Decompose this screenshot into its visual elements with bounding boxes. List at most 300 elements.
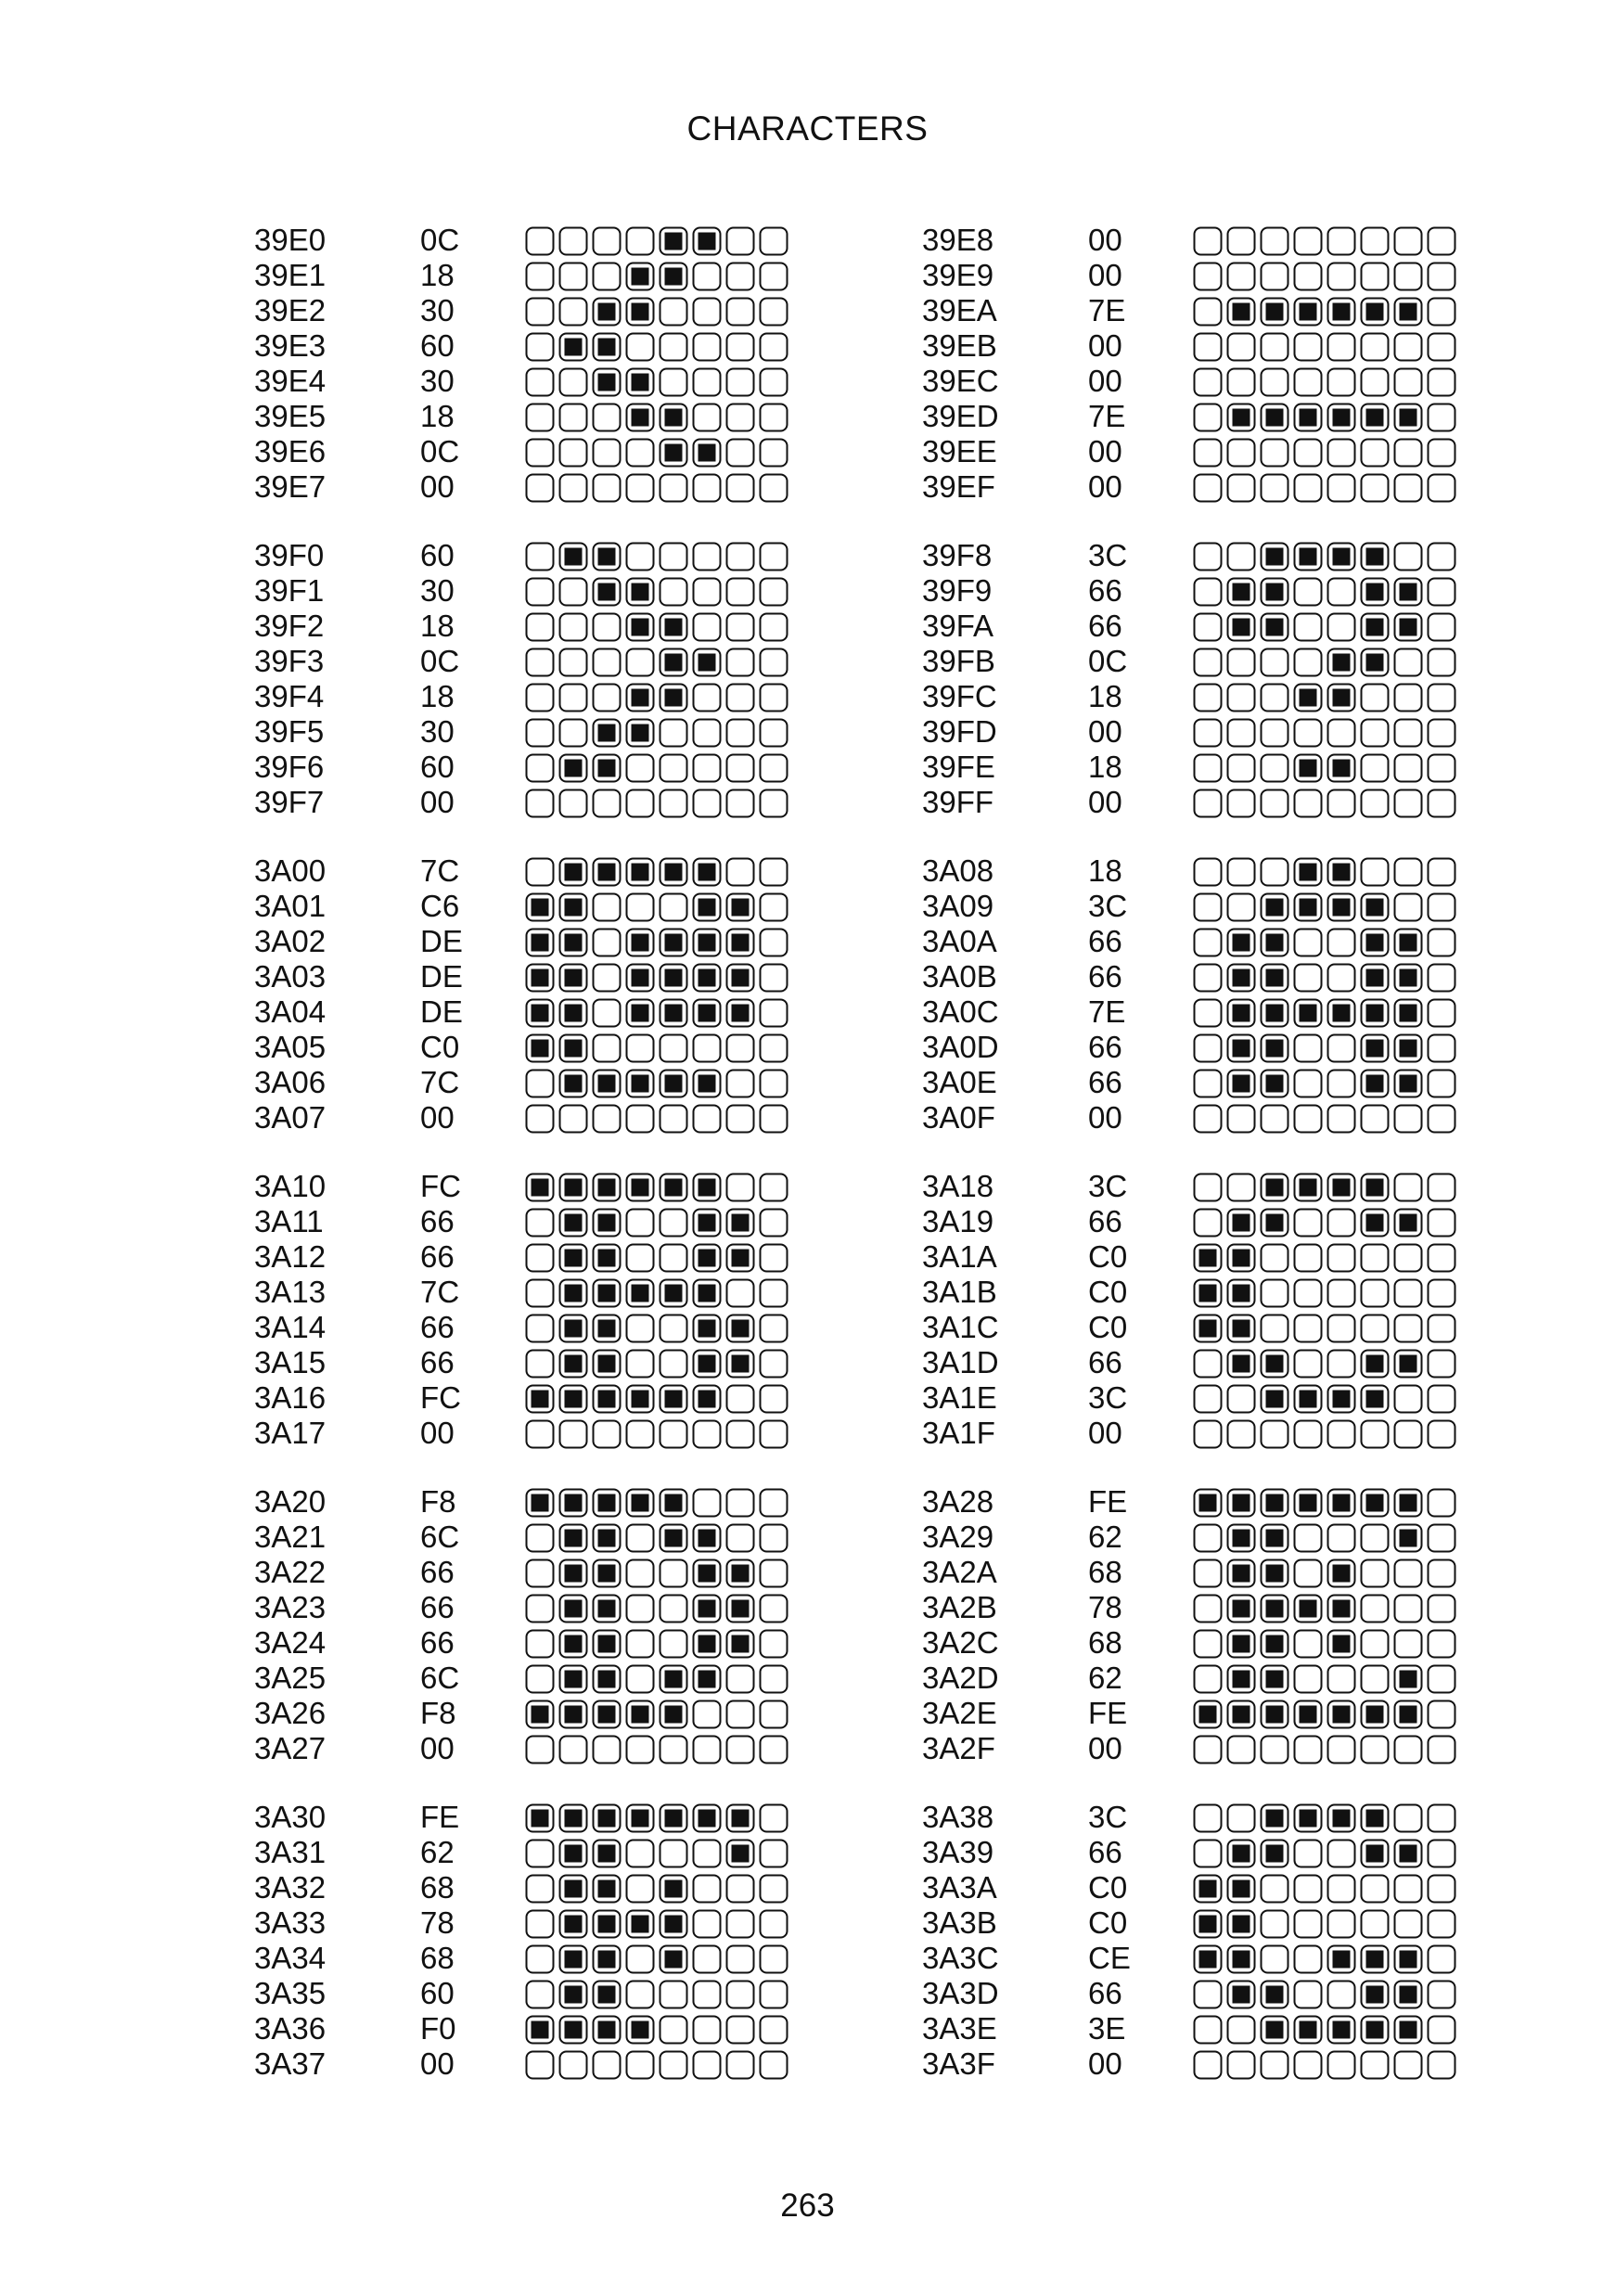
character-row	[254, 1100, 904, 1135]
pixel-fill	[1333, 1600, 1351, 1618]
pixel-off	[1395, 2052, 1422, 2079]
pixel-off	[1362, 1421, 1389, 1448]
pixel-off	[660, 1210, 687, 1237]
pixel-grid-row	[523, 1696, 790, 1731]
pixel-fill	[1366, 303, 1384, 321]
pixel-fill	[532, 1810, 549, 1828]
pixel-fill	[1266, 1600, 1284, 1618]
hex-value: FC	[420, 1380, 461, 1415]
pixel-fill	[598, 1355, 616, 1373]
pixel-grid-row	[523, 2011, 790, 2046]
pixel-off	[761, 1737, 788, 1764]
pixel-off	[761, 1490, 788, 1517]
pixel-fill	[1333, 303, 1351, 321]
pixel-off	[527, 1106, 554, 1133]
pixel-grid-row	[1191, 1905, 1458, 1941]
pixel-fill	[1233, 1494, 1250, 1512]
pixel-fill	[699, 1005, 716, 1022]
pixel-fill	[665, 619, 683, 636]
pixel-off	[627, 1525, 654, 1552]
pixel-fill	[1266, 1671, 1284, 1688]
address-label: 3A2F	[922, 1731, 995, 1765]
pixel-off	[527, 475, 554, 502]
character-block	[922, 538, 1516, 820]
pixel-fill	[1366, 1951, 1384, 1969]
character-row	[254, 434, 904, 469]
pixel-off	[761, 720, 788, 747]
pixel-fill	[565, 1671, 583, 1688]
character-row	[254, 1239, 904, 1275]
character-row	[254, 609, 904, 644]
pixel-off	[727, 369, 754, 396]
hex-value: 30	[420, 293, 455, 327]
pixel-off	[527, 228, 554, 255]
address-label: 39E8	[922, 223, 994, 257]
pixel-off	[660, 1245, 687, 1272]
pixel-grid-row	[523, 1870, 790, 1905]
pixel-fill	[1233, 1671, 1250, 1688]
pixel-fill	[565, 1285, 583, 1302]
character-row	[254, 959, 904, 994]
character-row	[254, 538, 904, 573]
hex-value: 66	[1088, 924, 1122, 958]
pixel-fill	[1333, 1494, 1351, 1512]
pixel-off	[1395, 334, 1422, 361]
pixel-fill	[1199, 1706, 1217, 1724]
pixel-grid-row	[523, 573, 790, 609]
character-row	[922, 469, 1571, 505]
pixel-fill	[532, 1494, 549, 1512]
hex-value: 00	[1088, 1731, 1122, 1765]
pixel-off	[594, 685, 621, 712]
pixel-off	[1228, 544, 1255, 571]
pixel-fill	[598, 1250, 616, 1267]
character-block	[254, 853, 848, 1135]
pixel-off	[627, 1737, 654, 1764]
address-label: 39E5	[254, 399, 327, 433]
pixel-off	[694, 1982, 721, 2008]
pixel-fill	[1199, 1285, 1217, 1302]
pixel-off	[1228, 1106, 1255, 1133]
pixel-off	[1295, 1946, 1322, 1973]
pixel-fill	[699, 969, 716, 987]
pixel-fill	[1233, 1285, 1250, 1302]
pixel-off	[1195, 228, 1222, 255]
pixel-off	[527, 755, 554, 782]
pixel-fill	[699, 1320, 716, 1338]
hex-value: 18	[420, 679, 455, 713]
pixel-fill	[598, 864, 616, 881]
pixel-grid-row	[1191, 1065, 1458, 1100]
hex-value: 60	[420, 538, 455, 572]
pixel-off	[594, 614, 621, 641]
pixel-off	[727, 228, 754, 255]
pixel-off	[727, 1280, 754, 1307]
hex-value: 60	[420, 1976, 455, 2010]
pixel-off	[1395, 544, 1422, 571]
hex-value: 66	[420, 1204, 455, 1238]
address-label: 39F5	[254, 714, 325, 749]
hex-value: 0C	[420, 434, 460, 468]
pixel-off	[694, 2017, 721, 2044]
character-row	[922, 1310, 1571, 1345]
hex-value: 00	[1088, 1416, 1122, 1450]
pixel-off	[660, 334, 687, 361]
pixel-off	[694, 790, 721, 817]
pixel-grid-row	[523, 679, 790, 714]
pixel-off	[527, 1071, 554, 1097]
pixel-fill	[598, 1530, 616, 1547]
pixel-off	[1228, 1421, 1255, 1448]
pixel-off	[1328, 930, 1355, 956]
pixel-off	[660, 755, 687, 782]
pixel-off	[1228, 263, 1255, 290]
pixel-grid-row	[1191, 434, 1458, 469]
character-row	[254, 573, 904, 609]
character-block	[922, 853, 1516, 1135]
pixel-off	[694, 1421, 721, 1448]
character-row	[254, 1204, 904, 1239]
character-row	[922, 1239, 1571, 1275]
pixel-fill	[1233, 303, 1250, 321]
pixel-off	[1328, 1245, 1355, 1272]
character-row	[254, 469, 904, 505]
pixel-off	[527, 1421, 554, 1448]
pixel-off	[1195, 334, 1222, 361]
pixel-off	[1328, 228, 1355, 255]
pixel-off	[1228, 649, 1255, 676]
pixel-fill	[632, 1285, 649, 1302]
pixel-off	[1262, 334, 1288, 361]
pixel-off	[660, 2017, 687, 2044]
character-row	[922, 1625, 1571, 1661]
pixel-off	[1362, 859, 1389, 886]
pixel-off	[527, 859, 554, 886]
pixel-off	[1429, 299, 1455, 326]
pixel-off	[1429, 930, 1455, 956]
address-label: 3A3E	[922, 2011, 997, 2046]
character-row	[254, 364, 904, 399]
pixel-off	[1429, 263, 1455, 290]
pixel-grid-row	[523, 223, 790, 258]
character-row	[922, 1275, 1571, 1310]
pixel-grid-row	[1191, 679, 1458, 714]
pixel-off	[1195, 965, 1222, 992]
pixel-fill	[1300, 899, 1317, 917]
address-label: 3A06	[254, 1065, 327, 1099]
address-label: 39E0	[254, 223, 327, 257]
pixel-off	[761, 1631, 788, 1658]
address-label: 3A3A	[922, 1870, 997, 1905]
hex-value: 00	[420, 2046, 455, 2081]
pixel-off	[761, 1666, 788, 1693]
pixel-fill	[1333, 1005, 1351, 1022]
pixel-off	[1395, 720, 1422, 747]
address-label: 3A1F	[922, 1416, 995, 1450]
pixel-off	[694, 475, 721, 502]
pixel-off	[727, 2017, 754, 2044]
character-row	[922, 538, 1571, 573]
pixel-off	[594, 930, 621, 956]
pixel-fill	[699, 1671, 716, 1688]
pixel-off	[1362, 475, 1389, 502]
character-row	[922, 889, 1571, 924]
pixel-off	[694, 685, 721, 712]
pixel-fill	[632, 969, 649, 987]
pixel-off	[1295, 1911, 1322, 1938]
pixel-off	[660, 1106, 687, 1133]
character-row	[922, 1800, 1571, 1835]
character-row	[254, 994, 904, 1030]
pixel-grid-row	[523, 853, 790, 889]
pixel-fill	[1266, 1810, 1284, 1828]
character-row	[922, 1204, 1571, 1239]
pixel-fill	[1400, 1845, 1417, 1863]
pixel-fill	[1333, 2021, 1351, 2039]
pixel-off	[761, 1000, 788, 1027]
hex-value: FE	[1088, 1484, 1128, 1519]
pixel-fill	[565, 1005, 583, 1022]
pixel-off	[527, 1210, 554, 1237]
address-label: 3A07	[254, 1100, 327, 1135]
pixel-off	[1195, 685, 1222, 712]
pixel-off	[594, 790, 621, 817]
pixel-off	[694, 755, 721, 782]
pixel-grid-row	[523, 1731, 790, 1766]
pixel-off	[1195, 1035, 1222, 1062]
address-label: 3A03	[254, 959, 327, 994]
address-label: 39F9	[922, 573, 993, 608]
character-row	[254, 1976, 904, 2011]
pixel-off	[527, 790, 554, 817]
pixel-fill	[1400, 934, 1417, 952]
pixel-off	[761, 1386, 788, 1413]
pixel-off	[727, 2052, 754, 2079]
hex-value: C0	[1088, 1275, 1128, 1309]
pixel-fill	[1300, 1494, 1317, 1512]
pixel-off	[1295, 334, 1322, 361]
pixel-off	[1362, 685, 1389, 712]
character-block	[922, 1169, 1516, 1451]
pixel-fill	[665, 1075, 683, 1093]
pixel-off	[1228, 228, 1255, 255]
address-label: 3A0B	[922, 959, 997, 994]
address-label: 3A0C	[922, 994, 999, 1029]
pixel-off	[627, 1421, 654, 1448]
pixel-fill	[565, 1706, 583, 1724]
pixel-fill	[1300, 760, 1317, 777]
character-row	[922, 1731, 1571, 1766]
address-label: 3A01	[254, 889, 327, 923]
pixel-off	[560, 475, 587, 502]
pixel-off	[1195, 649, 1222, 676]
hex-value: 62	[1088, 1520, 1122, 1554]
pixel-fill	[532, 1391, 549, 1408]
pixel-off	[1195, 299, 1222, 326]
pixel-off	[1228, 2017, 1255, 2044]
pixel-off	[1295, 614, 1322, 641]
pixel-off	[527, 1841, 554, 1867]
pixel-fill	[1366, 1179, 1384, 1197]
hex-value: 66	[1088, 573, 1122, 608]
pixel-off	[727, 440, 754, 467]
pixel-off	[1362, 369, 1389, 396]
character-row	[922, 2011, 1571, 2046]
pixel-off	[1429, 1000, 1455, 1027]
pixel-off	[1295, 1525, 1322, 1552]
pixel-fill	[598, 374, 616, 391]
address-label: 3A35	[254, 1976, 327, 2010]
pixel-off	[594, 1421, 621, 1448]
pixel-fill	[565, 1986, 583, 2004]
pixel-fill	[1233, 1951, 1250, 1969]
pixel-grid-row	[523, 644, 790, 679]
pixel-fill	[1233, 1250, 1250, 1267]
pixel-off	[1195, 1106, 1222, 1133]
pixel-off	[1429, 1596, 1455, 1623]
pixel-fill	[1266, 1214, 1284, 1232]
hex-value: F0	[420, 2011, 456, 2046]
character-row	[254, 1800, 904, 1835]
pixel-off	[1295, 263, 1322, 290]
pixel-fill	[1333, 1391, 1351, 1408]
hex-value: 78	[420, 1905, 455, 1940]
pixel-off	[1195, 1737, 1222, 1764]
pixel-grid-row	[523, 293, 790, 328]
pixel-off	[1429, 685, 1455, 712]
pixel-off	[1328, 720, 1355, 747]
pixel-off	[1195, 1982, 1222, 2008]
address-label: 3A1C	[922, 1310, 999, 1344]
pixel-off	[527, 404, 554, 431]
pixel-off	[1228, 334, 1255, 361]
pixel-fill	[1199, 1916, 1217, 1933]
pixel-off	[1195, 930, 1222, 956]
pixel-off	[1395, 859, 1422, 886]
pixel-off	[694, 263, 721, 290]
pixel-off	[1195, 1174, 1222, 1201]
pixel-off	[1328, 614, 1355, 641]
pixel-off	[1328, 334, 1355, 361]
pixel-grid-row	[523, 1976, 790, 2011]
pixel-fill	[632, 619, 649, 636]
pixel-grid-row	[523, 1380, 790, 1416]
pixel-off	[1395, 1174, 1422, 1201]
pixel-fill	[1233, 1916, 1250, 1933]
pixel-fill	[1300, 1179, 1317, 1197]
address-label: 39FE	[922, 750, 995, 784]
pixel-off	[1328, 475, 1355, 502]
pixel-off	[627, 1035, 654, 1062]
pixel-off	[694, 1490, 721, 1517]
pixel-off	[527, 440, 554, 467]
pixel-off	[594, 1106, 621, 1133]
pixel-off	[1429, 1210, 1455, 1237]
pixel-off	[761, 1421, 788, 1448]
pixel-off	[1195, 1560, 1222, 1587]
pixel-grid-row	[523, 1590, 790, 1625]
pixel-off	[1295, 1560, 1322, 1587]
pixel-off	[627, 228, 654, 255]
pixel-off	[527, 1525, 554, 1552]
pixel-fill	[632, 303, 649, 321]
pixel-grid-row	[523, 750, 790, 785]
pixel-off	[1195, 790, 1222, 817]
pixel-off	[1262, 2052, 1288, 2079]
pixel-fill	[1266, 1075, 1284, 1093]
pixel-fill	[632, 374, 649, 391]
pixel-fill	[699, 233, 716, 250]
character-row	[254, 293, 904, 328]
character-row	[922, 785, 1571, 820]
pixel-fill	[665, 864, 683, 881]
pixel-fill	[565, 969, 583, 987]
address-label: 3A2E	[922, 1696, 997, 1730]
pixel-fill	[1366, 969, 1384, 987]
pixel-off	[1262, 440, 1288, 467]
pixel-off	[594, 1035, 621, 1062]
pixel-off	[1395, 755, 1422, 782]
pixel-fill	[632, 1916, 649, 1933]
pixel-off	[527, 369, 554, 396]
pixel-off	[1262, 475, 1288, 502]
character-row	[922, 1941, 1571, 1976]
pixel-fill	[1266, 303, 1284, 321]
address-label: 39ED	[922, 399, 999, 433]
pixel-fill	[565, 1075, 583, 1093]
hex-value: 00	[1088, 434, 1122, 468]
pixel-off	[1195, 440, 1222, 467]
pixel-grid-row	[1191, 1976, 1458, 2011]
character-row	[922, 2046, 1571, 2082]
pixel-grid-row	[1191, 573, 1458, 609]
pixel-off	[1295, 579, 1322, 606]
pixel-grid-row	[1191, 1731, 1458, 1766]
pixel-fill	[632, 1494, 649, 1512]
pixel-off	[1395, 790, 1422, 817]
pixel-fill	[1233, 969, 1250, 987]
hex-value: 6C	[420, 1661, 460, 1695]
character-row	[254, 853, 904, 889]
character-row	[922, 223, 1571, 258]
pixel-fill	[565, 899, 583, 917]
character-row	[254, 1696, 904, 1731]
pixel-off	[1429, 1386, 1455, 1413]
pixel-fill	[1333, 1810, 1351, 1828]
pixel-grid-row	[523, 1275, 790, 1310]
pixel-fill	[699, 899, 716, 917]
pixel-off	[1262, 228, 1288, 255]
pixel-off	[727, 544, 754, 571]
character-row	[922, 994, 1571, 1030]
hex-value: 68	[1088, 1625, 1122, 1660]
pixel-fill	[1233, 1986, 1250, 2004]
pixel-off	[1429, 579, 1455, 606]
address-label: 39E4	[254, 364, 327, 398]
hex-value: CE	[1088, 1941, 1131, 1975]
pixel-off	[727, 263, 754, 290]
pixel-fill	[1366, 1986, 1384, 2004]
character-row	[922, 609, 1571, 644]
pixel-fill	[632, 1706, 649, 1724]
address-label: 3A14	[254, 1310, 327, 1344]
pixel-off	[1395, 1596, 1422, 1623]
pixel-fill	[565, 339, 583, 356]
hex-value: 7C	[420, 1065, 460, 1099]
pixel-off	[727, 755, 754, 782]
pixel-off	[527, 1315, 554, 1342]
pixel-off	[1195, 755, 1222, 782]
